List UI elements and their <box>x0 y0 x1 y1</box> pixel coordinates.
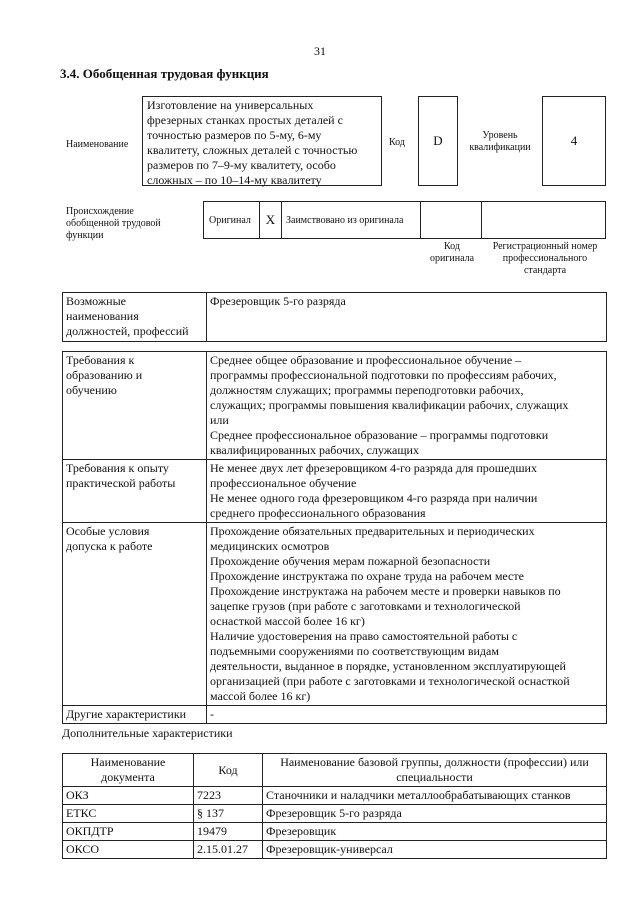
table-row <box>63 841 607 859</box>
original-label: Оригинал <box>209 215 251 226</box>
requirements-value <box>207 460 607 523</box>
function-name-line: Изготовление на универсальных <box>147 98 314 112</box>
level-label <box>462 130 538 154</box>
value-line: - <box>210 707 214 721</box>
function-name-line: точностью размеров по 5-му, 6-му <box>147 128 322 142</box>
requirements-label <box>63 460 207 523</box>
value-line: среднего профессионального образования <box>210 506 426 520</box>
positions-label <box>63 293 207 342</box>
value-line: Не менее одного года фрезеровщиком 4-го разряда при наличии <box>210 491 538 505</box>
requirements-label <box>63 706 207 724</box>
function-name-line: размеров по 7–9-му квалитету, особо <box>147 158 336 172</box>
label-line: Требования к опыту <box>66 461 169 475</box>
requirements-table <box>62 351 607 724</box>
borrowed-label: Заимствовано из оригинала <box>286 215 404 226</box>
positions-label-line: Возможные <box>66 294 126 308</box>
value-line: оснасткой массой более 16 кг) <box>210 614 365 628</box>
code-value: D <box>418 96 458 186</box>
label-line: Особые условия <box>66 524 150 538</box>
header-line: Наименование <box>90 755 166 769</box>
positions-table <box>62 292 607 342</box>
value-line: Среднее общее образование и профессиональное обучение – <box>210 353 522 367</box>
origin-label-line: обобщенной трудовой <box>66 218 161 229</box>
positions-value: Фрезеровщик 5-го разряда <box>207 293 607 342</box>
header-line: Наименование базовой группы, должности (профессии) или <box>280 755 589 769</box>
value-line: Прохождение обучения мерам пожарной безопасности <box>210 554 491 568</box>
value-line: программы профессиональной подготовки по профессиям рабочих, <box>210 368 557 382</box>
value-line: деятельности, выданное в порядке, установленном эксплуатирующей <box>210 659 566 673</box>
reg-number-label <box>482 241 608 277</box>
function-name-line: сложных – по 10–14-му квалитету <box>147 173 322 187</box>
original-mark: X <box>265 212 276 227</box>
row-name: Фрезеровщик 5-го разряда <box>263 805 607 823</box>
value-line: медицинских осмотров <box>210 539 330 553</box>
value-line: Прохождение инструктажа по охране труда на рабочем месте <box>210 569 524 583</box>
origin-table <box>203 201 606 239</box>
origin-label <box>66 206 161 242</box>
value-line: профессиональное обучение <box>210 476 357 490</box>
value-line: должностям служащих; программы переподготовки рабочих, <box>210 383 524 397</box>
code-original-line: оригинала <box>429 253 475 264</box>
value-line: организацией (при работе с заготовками и технологической оснасткой <box>210 674 570 688</box>
code-original-label <box>420 241 484 265</box>
requirements-row-experience <box>63 460 607 523</box>
requirements-row-other <box>63 706 607 724</box>
page-number: 31 <box>314 44 326 58</box>
origin-label-line: Происхождение <box>66 206 134 217</box>
reg-number-line: профессионального <box>502 253 588 264</box>
header-line: Код <box>218 762 238 777</box>
label-line: практической работы <box>66 476 176 490</box>
table-row <box>63 823 607 841</box>
row-code: 19479 <box>194 823 263 841</box>
label-line: обучению <box>66 383 117 397</box>
function-name-line: квалитету, сложных деталей с точностью <box>147 143 358 157</box>
additional-header-row <box>63 754 607 787</box>
value-line: Среднее профессиональное образование – программы подготовки <box>210 428 549 442</box>
positions-label-line: должностей, профессий <box>66 324 189 338</box>
table-row <box>63 787 607 805</box>
header-doc-name <box>63 754 194 787</box>
row-code: 2.15.01.27 <box>194 841 263 859</box>
value-line: или <box>210 413 229 427</box>
section-title: 3.4. Обобщенная трудовая функция <box>60 66 269 81</box>
header-code <box>194 754 263 787</box>
function-name-box <box>142 96 382 186</box>
label-line: Требования к <box>66 353 135 367</box>
additional-table <box>62 753 607 859</box>
value-line: Не менее двух лет фрезеровщиком 4-го разряда для прошедших <box>210 461 537 475</box>
function-name-label: Наименование <box>66 139 129 150</box>
reg-number-line: стандарта <box>523 265 567 276</box>
requirements-row-education <box>63 352 607 460</box>
value-line: подъемными сооружениями по соответствующим видам <box>210 644 499 658</box>
level-label-line: Уровень <box>482 130 518 141</box>
value-line: Прохождение обязательных предварительных и периодических <box>210 524 535 538</box>
additional-title: Дополнительные характеристики <box>62 726 233 740</box>
value-line: квалифицированных рабочих, служащих <box>210 443 419 457</box>
level-label-line: квалификации <box>469 142 531 153</box>
row-doc: ОКСО <box>63 841 194 859</box>
requirements-label <box>63 352 207 460</box>
row-name: Фрезеровщик <box>263 823 607 841</box>
level-value: 4 <box>542 96 606 186</box>
table-row <box>63 805 607 823</box>
row-name: Станочники и наладчики металлообрабатывающих станков <box>263 787 607 805</box>
code-label: Код <box>389 137 405 148</box>
label-line: образованию и <box>66 368 143 382</box>
row-doc: ОКПДТР <box>63 823 194 841</box>
reg-number-line: Регистрационный номер <box>492 241 598 252</box>
row-name: Фрезеровщик-универсал <box>263 841 607 859</box>
label-line: Другие характеристики <box>66 707 187 721</box>
positions-label-line: наименования <box>66 309 139 323</box>
origin-label-line: функции <box>66 230 104 241</box>
code-original-line: Код <box>444 241 460 252</box>
function-name-line: фрезерных станках простых деталей с <box>147 113 343 127</box>
value-line: зацепке грузов (при работе с заготовками и технологической <box>210 599 521 613</box>
value-line: служащих; программы повышения квалификации рабочих, служащих <box>210 398 569 412</box>
header-group-name <box>263 754 607 787</box>
positions-row <box>63 293 607 342</box>
row-doc: ОКЗ <box>63 787 194 805</box>
requirements-value <box>207 523 607 706</box>
requirements-value <box>207 706 607 724</box>
requirements-value <box>207 352 607 460</box>
header-line: специальности <box>396 770 473 784</box>
row-code: § 137 <box>194 805 263 823</box>
row-doc: ЕТКС <box>63 805 194 823</box>
requirements-row-special <box>63 523 607 706</box>
value-line: массой более 16 кг) <box>210 689 311 703</box>
header-line: документа <box>101 770 155 784</box>
label-line: допуска к работе <box>66 539 153 553</box>
value-line: Прохождение инструктажа на рабочем месте и проверки навыков по <box>210 584 561 598</box>
value-line: Наличие удостоверения на право самостоятельной работы с <box>210 629 518 643</box>
row-code: 7223 <box>194 787 263 805</box>
requirements-label <box>63 523 207 706</box>
